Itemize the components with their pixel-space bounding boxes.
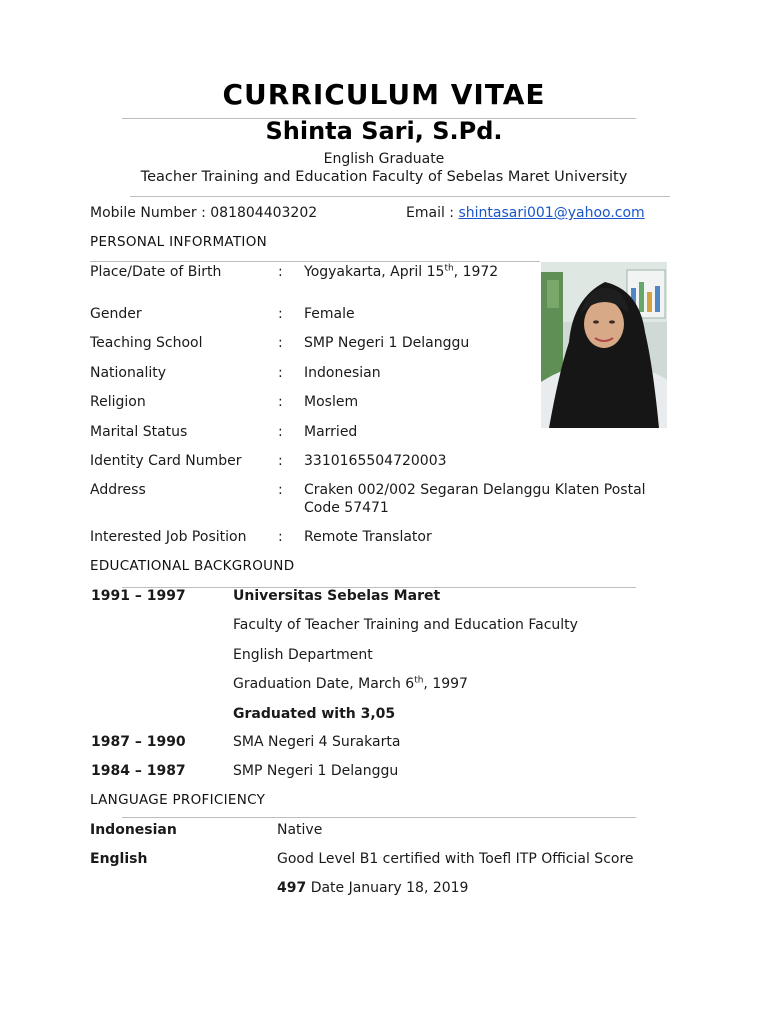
id-card-colon: : xyxy=(278,453,283,469)
birth-value: Yogyakarta, April 15th, 1972 xyxy=(304,263,499,280)
school-label: Teaching School xyxy=(90,335,203,351)
email-separator: : xyxy=(449,205,455,221)
cv-title: CURRICULUM VITAE xyxy=(222,78,546,111)
education-graduation-date: Graduation Date, March 6th, 1997 xyxy=(233,675,468,692)
gender-label: Gender xyxy=(90,306,142,322)
job-position-colon: : xyxy=(278,529,283,545)
nationality-colon: : xyxy=(278,365,283,381)
nationality-value: Indonesian xyxy=(304,365,381,381)
education-university: Universitas Sebelas Maret xyxy=(233,588,441,604)
language-divider xyxy=(122,817,636,818)
marital-value: Married xyxy=(304,424,358,440)
birth-label: Place/Date of Birth xyxy=(90,264,222,280)
id-card-label: Identity Card Number xyxy=(90,453,242,469)
religion-colon: : xyxy=(278,394,283,410)
language-heading: LANGUAGE PROFICIENCY xyxy=(90,792,266,808)
address-colon: : xyxy=(278,482,283,498)
toefl-date: Date January 18, 2019 xyxy=(310,880,469,896)
mobile-separator: : xyxy=(201,205,206,221)
address-label: Address xyxy=(90,482,146,498)
email-link[interactable]: shintasari001@yahoo.com xyxy=(458,205,645,221)
religion-value: Moslem xyxy=(304,394,359,410)
education-faculty: Faculty of Teacher Training and Education Faculty xyxy=(233,617,578,633)
candidate-name: Shinta Sari, S.Pd. xyxy=(265,117,503,145)
language-indonesian: Indonesian xyxy=(90,822,177,838)
education-sma: SMA Negeri 4 Surakarta xyxy=(233,734,401,750)
address-value-line2: Code 57471 xyxy=(304,500,389,516)
degree-subtitle: English Graduate xyxy=(323,151,445,167)
header-divider xyxy=(130,196,670,197)
birth-colon: : xyxy=(278,264,283,280)
job-position-label: Interested Job Position xyxy=(90,529,247,545)
job-position-value: Remote Translator xyxy=(304,529,432,545)
faculty-subtitle: Teacher Training and Education Faculty of Sebelas Maret University xyxy=(140,169,628,185)
profile-photo xyxy=(541,262,667,428)
education-years-sma: 1987 – 1990 xyxy=(91,734,186,750)
address-value-line1: Craken 002/002 Segaran Delanggu Klaten Postal xyxy=(304,482,646,498)
gender-value: Female xyxy=(304,306,355,322)
mobile-label: Mobile Number xyxy=(90,205,197,221)
language-english: English xyxy=(90,851,148,867)
language-english-level: Good Level B1 certified with Toefl ITP Official Score xyxy=(277,851,634,867)
education-years-smp: 1984 – 1987 xyxy=(91,763,186,779)
email-label: Email xyxy=(406,205,445,221)
language-indonesian-level: Native xyxy=(277,822,323,838)
id-card-value: 3310165504720003 xyxy=(304,453,447,469)
education-years-university: 1991 – 1997 xyxy=(91,588,186,604)
personal-info-heading: PERSONAL INFORMATION xyxy=(90,234,268,250)
mobile-number xyxy=(90,205,317,221)
toefl-score: 497 xyxy=(277,880,307,896)
email xyxy=(406,205,645,221)
religion-label: Religion xyxy=(90,394,146,410)
school-value: SMP Negeri 1 Delanggu xyxy=(304,335,470,351)
school-colon: : xyxy=(278,335,283,351)
gender-colon: : xyxy=(278,306,283,322)
marital-label: Marital Status xyxy=(90,424,188,440)
education-department: English Department xyxy=(233,647,373,663)
education-heading: EDUCATIONAL BACKGROUND xyxy=(90,558,295,574)
education-smp: SMP Negeri 1 Delanggu xyxy=(233,763,399,779)
marital-colon: : xyxy=(278,424,283,440)
personal-divider xyxy=(90,261,540,262)
education-gpa: Graduated with 3,05 xyxy=(233,706,396,722)
nationality-label: Nationality xyxy=(90,365,167,381)
mobile-value: 081804403202 xyxy=(210,205,318,221)
toefl-score-line xyxy=(277,880,468,896)
